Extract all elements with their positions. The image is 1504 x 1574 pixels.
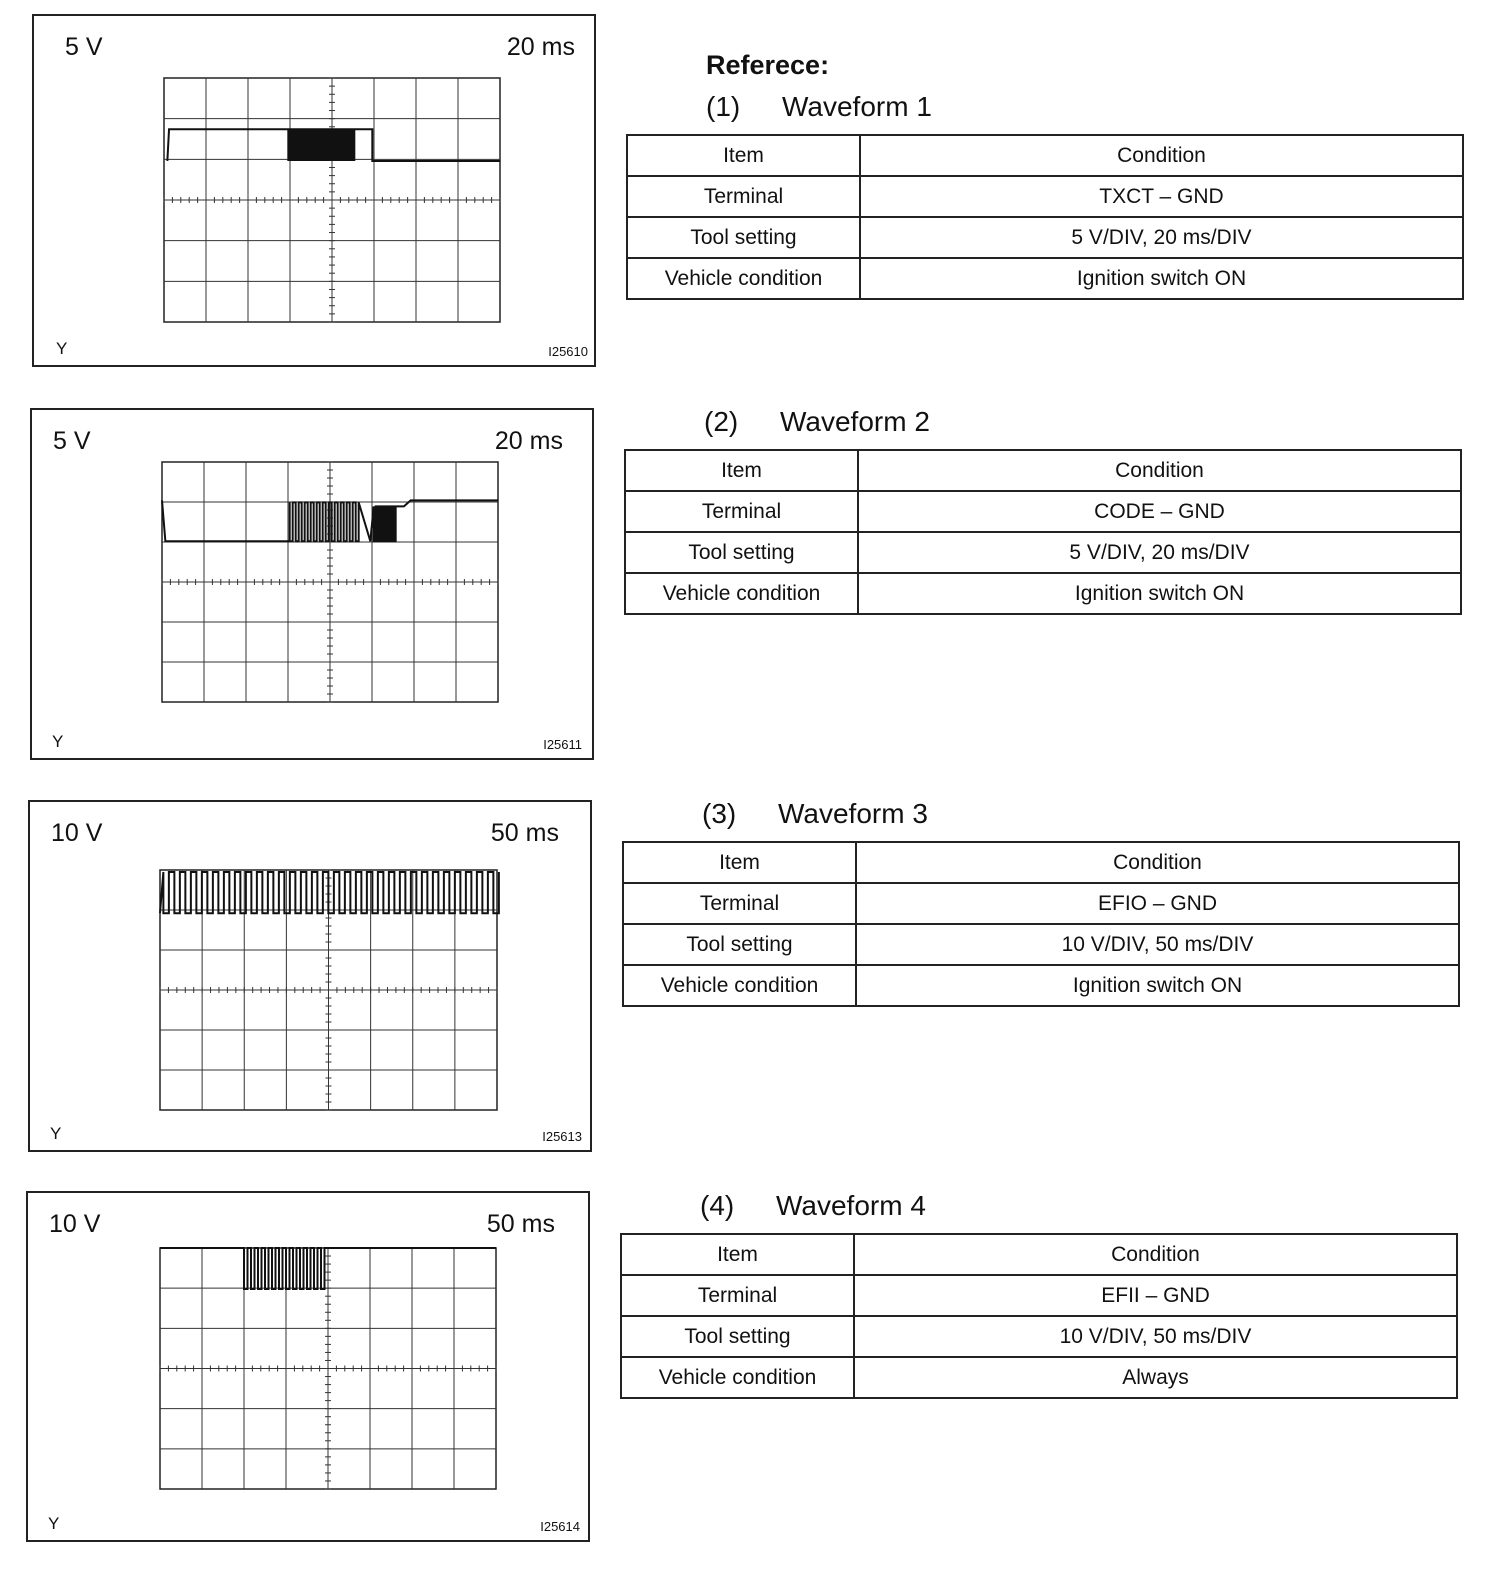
table-cell: EFII – GND <box>854 1275 1457 1316</box>
scope-grid <box>164 78 500 322</box>
scope-panel-1 <box>32 14 596 367</box>
table-row <box>621 1357 1457 1398</box>
scope-screen <box>34 16 598 369</box>
waveform-heading-4 <box>700 1190 926 1222</box>
table-cell: Ignition switch ON <box>856 965 1459 1006</box>
table-row <box>627 258 1463 299</box>
table-header-row <box>621 1234 1457 1275</box>
scope-panel-3 <box>28 800 592 1152</box>
table-header-cell: Item <box>621 1234 854 1275</box>
waveform-number: (1) <box>706 91 741 122</box>
scope-corner-label: Y <box>52 732 64 751</box>
waveform-title: Waveform 3 <box>778 798 928 829</box>
scope-grid <box>162 462 498 702</box>
condition-table-4 <box>620 1233 1458 1399</box>
table-cell: Vehicle condition <box>621 1357 854 1398</box>
waveform-trace <box>167 129 500 161</box>
scope-volts-label: 5 V <box>53 427 91 455</box>
scope-figure-id: I25613 <box>542 1129 582 1144</box>
table-row <box>621 1275 1457 1316</box>
scope-time-label: 20 ms <box>506 33 575 61</box>
scope-panel-4 <box>26 1191 590 1542</box>
table-row <box>625 532 1461 573</box>
table-cell: Ignition switch ON <box>860 258 1463 299</box>
waveform-number: (4) <box>700 1190 735 1221</box>
scope-volts-label: 10 V <box>49 1210 101 1238</box>
table-cell: EFIO – GND <box>856 883 1459 924</box>
table-cell: Vehicle condition <box>625 573 858 614</box>
table-cell: 5 V/DIV, 20 ms/DIV <box>860 217 1463 258</box>
table-cell: Tool setting <box>625 532 858 573</box>
waveform-number: (2) <box>704 406 739 437</box>
scope-volts-label: 10 V <box>51 819 103 847</box>
table-cell: 10 V/DIV, 50 ms/DIV <box>856 924 1459 965</box>
table-row <box>623 883 1459 924</box>
table-header-cell: Condition <box>854 1234 1457 1275</box>
reference-title: Referece: <box>706 50 830 80</box>
table-cell: CODE – GND <box>858 491 1461 532</box>
table-row <box>627 217 1463 258</box>
scope-corner-label: Y <box>56 339 68 358</box>
table-cell: Terminal <box>623 883 856 924</box>
table-header-cell: Condition <box>856 842 1459 883</box>
table-row <box>625 573 1461 614</box>
table-cell: Terminal <box>627 176 860 217</box>
table-header-cell: Item <box>625 450 858 491</box>
table-cell: TXCT – GND <box>860 176 1463 217</box>
table-row <box>627 176 1463 217</box>
table-header-row <box>627 135 1463 176</box>
scope-figure-id: I25610 <box>548 344 588 359</box>
table-header-cell: Item <box>623 842 856 883</box>
waveform-heading-2 <box>704 406 930 438</box>
scope-screen <box>32 410 596 762</box>
scope-volts-label: 5 V <box>65 33 103 61</box>
scope-corner-label: Y <box>50 1124 62 1143</box>
waveform-heading-3 <box>702 798 928 830</box>
scope-figure-id: I25611 <box>543 737 582 752</box>
table-row <box>623 965 1459 1006</box>
waveform-title: Waveform 1 <box>782 91 932 122</box>
waveform-heading-1 <box>706 91 932 123</box>
table-row <box>625 491 1461 532</box>
table-header-row <box>623 842 1459 883</box>
waveform-title: Waveform 4 <box>776 1190 926 1221</box>
table-cell: Tool setting <box>623 924 856 965</box>
table-cell: Tool setting <box>627 217 860 258</box>
table-header-row <box>625 450 1461 491</box>
scope-time-label: 20 ms <box>494 427 563 455</box>
table-cell: Tool setting <box>621 1316 854 1357</box>
table-header-cell: Item <box>627 135 860 176</box>
scope-time-label: 50 ms <box>490 819 559 847</box>
table-cell: Ignition switch ON <box>858 573 1461 614</box>
table-header-cell: Condition <box>858 450 1461 491</box>
scope-screen <box>28 1193 592 1544</box>
condition-table-2 <box>624 449 1462 615</box>
table-cell: 5 V/DIV, 20 ms/DIV <box>858 532 1461 573</box>
table-cell: 10 V/DIV, 50 ms/DIV <box>854 1316 1457 1357</box>
scope-panel-2 <box>30 408 594 760</box>
scope-screen <box>30 802 594 1154</box>
scope-grid <box>160 1248 496 1489</box>
scope-figure-id: I25614 <box>540 1519 580 1534</box>
condition-table-1 <box>626 134 1464 300</box>
waveform-number: (3) <box>702 798 737 829</box>
table-cell: Terminal <box>625 491 858 532</box>
condition-table-3 <box>622 841 1460 1007</box>
table-row <box>621 1316 1457 1357</box>
table-cell: Vehicle condition <box>623 965 856 1006</box>
table-header-cell: Condition <box>860 135 1463 176</box>
waveform-title: Waveform 2 <box>780 406 930 437</box>
table-cell: Terminal <box>621 1275 854 1316</box>
scope-time-label: 50 ms <box>486 1210 555 1238</box>
table-cell: Vehicle condition <box>627 258 860 299</box>
table-cell: Always <box>854 1357 1457 1398</box>
scope-corner-label: Y <box>48 1514 60 1533</box>
table-row <box>623 924 1459 965</box>
